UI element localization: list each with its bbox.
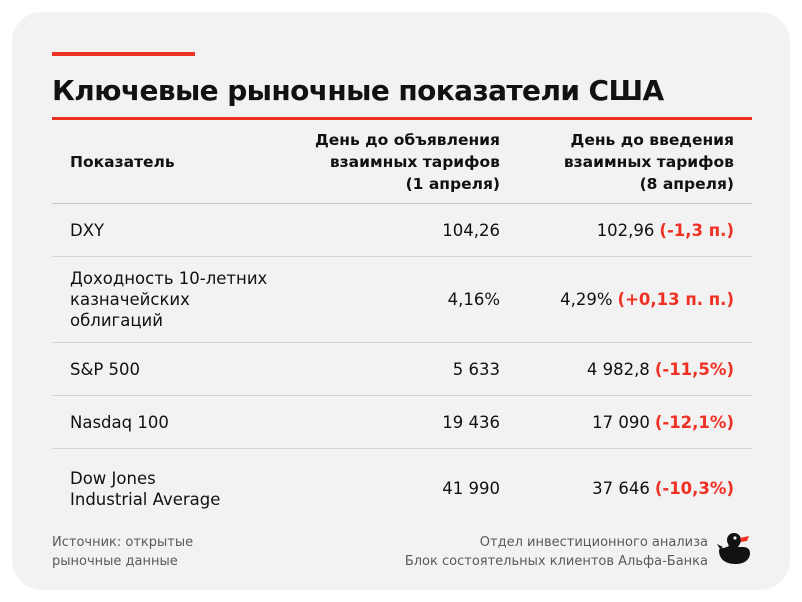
page-title: Ключевые рыночные показатели США — [52, 74, 664, 107]
row-value-apr1: 19 436 — [442, 412, 500, 432]
table-row — [52, 396, 752, 449]
row-value-apr1: 104,26 — [442, 220, 500, 240]
row-value-apr1: 41 990 — [442, 479, 500, 498]
indicator-name-line: S&P 500 — [70, 359, 141, 379]
value-apr8: 4 982,8 — [586, 359, 650, 379]
indicators-table — [52, 120, 752, 528]
duck-icon — [716, 532, 752, 568]
table-row — [52, 204, 752, 257]
row-indicator-name — [70, 396, 320, 448]
value-apr8: 17 090 — [592, 412, 650, 432]
change-badge: (-12,1%) — [654, 412, 734, 432]
indicator-name-line: DXY — [70, 220, 105, 240]
table-row — [52, 257, 752, 343]
header-indicator: Показатель — [70, 152, 175, 171]
value-apr8: 37 646 — [592, 479, 650, 498]
source-line: Источник: открытые — [52, 535, 194, 550]
row-value-apr8 — [522, 396, 734, 448]
value-apr8: 102,96 — [596, 220, 655, 240]
row-indicator-name — [70, 204, 320, 256]
row-value-apr1: 4,16% — [447, 290, 500, 309]
header-line: (8 апреля) — [639, 174, 734, 193]
indicator-name-line: казначейских — [70, 290, 190, 309]
row-indicator-name — [70, 343, 320, 395]
change-badge: (-1,3 п.) — [659, 220, 734, 240]
header-before-introduction — [512, 120, 734, 203]
change-badge: (-11,5%) — [654, 359, 734, 379]
header-line: (1 апреля) — [405, 174, 500, 193]
indicator-name-line: Доходность 10-летних — [70, 269, 268, 288]
header-line: День до объявления — [314, 130, 500, 149]
header-before-announcement — [282, 120, 500, 203]
accent-bar — [52, 52, 195, 56]
author-note — [405, 533, 708, 571]
header-line: взаимных тарифов — [563, 152, 734, 171]
header-line: взаимных тарифов — [329, 152, 500, 171]
indicator-name-line: Dow Jones — [70, 468, 156, 488]
table-row — [52, 343, 752, 396]
row-value-apr8 — [522, 257, 734, 342]
row-value-apr8 — [522, 343, 734, 395]
table-row — [52, 449, 752, 528]
source-note — [52, 533, 193, 571]
author-line: Блок состоятельных клиентов Альфа-Банка — [404, 554, 708, 569]
change-badge: (+0,13 п. п.) — [617, 290, 734, 309]
indicator-name-line: Industrial Average — [70, 489, 221, 509]
value-apr8: 4,29% — [560, 290, 613, 309]
row-value-apr8 — [522, 449, 734, 528]
table-header-row — [52, 120, 752, 204]
indicator-name-line: Nasdaq 100 — [70, 412, 169, 432]
row-indicator-name — [70, 449, 320, 528]
row-value-apr8 — [522, 204, 734, 256]
row-indicator-name — [70, 257, 320, 342]
row-value-apr1: 5 633 — [452, 359, 500, 379]
source-line: рыночные данные — [52, 554, 178, 569]
author-line: Отдел инвестиционного анализа — [479, 535, 708, 550]
indicator-name-line: облигаций — [70, 311, 163, 330]
header-line: День до введения — [570, 130, 734, 149]
change-badge: (-10,3%) — [654, 479, 734, 498]
